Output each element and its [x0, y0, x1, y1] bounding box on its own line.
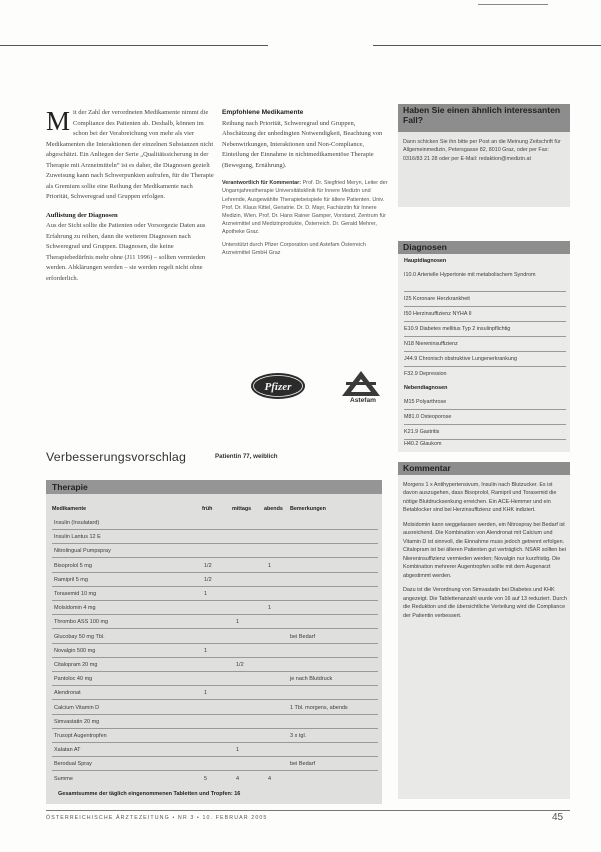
therapy-row [52, 604, 378, 614]
responsibility-note [222, 179, 390, 236]
diagnoses-box [398, 254, 570, 452]
therapy-row [52, 746, 378, 756]
therapy-row [52, 519, 378, 529]
morning-cell: 1/2 [204, 563, 212, 569]
remark-cell: bei Bedarf [290, 761, 316, 767]
noon-cell: 1/2 [236, 662, 244, 668]
therapy-row-divider [52, 586, 378, 587]
medication-cell: Torasemid 10 mg [54, 591, 97, 597]
recommended-meds-heading: Empfohlene Medikamente [222, 109, 304, 116]
therapy-row-divider [52, 657, 378, 658]
diagnosis-divider [404, 366, 566, 367]
article-column-2 [222, 108, 390, 257]
diagnosis-divider [404, 306, 566, 307]
remark-cell: 3 x tgl. [290, 733, 307, 739]
therapy-row-divider [52, 557, 378, 558]
improvement-title: Verbesserungsvorschlag [46, 450, 187, 464]
diagnosis-item: J44.9 Chronisch obstruktive Lungenerkrankung [404, 356, 517, 362]
comment-paragraph: Molsidomin kann weggelassen werden, ein Nitrospray bei Bedarf ist ausreichend. Die Kombination von Alendronat mit Calcium und Vitamin D ist sinnvoll, die Einnahme muss jedoch getrennt erfolgen. Citalopram ist bei älteren Patienten gut verträglich. NSAR sollten bei Niereninsuffizienz vermieden werden; Novalgin nur kurzfristig. Die Kombination mehrerer Augentropfen sollte mit dem Augenarzt abgestimmt werden. [403, 521, 566, 579]
diagnoses-title: Diagnosen [398, 241, 570, 254]
noon-cell: 4 [236, 776, 240, 782]
diagnosis-item: K21.9 Gastritis [404, 429, 440, 435]
therapy-row [52, 576, 378, 586]
medication-cell: Berodual Spray [54, 761, 92, 767]
comment-paragraph: Morgens 1 x Antihypertensivum, Insulin nach Blutzucker. Es ist davon auszugehen, dass Bisoprolol, Ramipril und Torasemid die nötige Blutdrucksenkung erreichen. Ein ACE-Hemmer und ein Betablocker sind bei Herzinsuffizienz und KHK indiziert. [403, 482, 557, 514]
medication-cell: Alendronat [54, 690, 81, 696]
diagnosis-divider [404, 409, 566, 410]
diagnosis-item: N18 Niereninsuffizienz [404, 341, 458, 347]
diagnoses-list-text: Aus der Sicht sollte die Patienten oder Vorsorgezie Daten aus Erfahrung zu reihen, dann die weiteren Diagnosen nach Schweregrad und Gruppen. Diagnosen, die keine Therapiebedürfnis mehr ohne (J11 1996) – sollten vermieden werden. Abklärungen werden – sie werden regelt nicht ohne erforderlich. [46, 222, 206, 282]
therapy-row-divider [52, 628, 378, 629]
therapy-row [52, 718, 378, 728]
therapy-row [52, 760, 378, 770]
medication-cell: Xalatan AT [54, 747, 81, 753]
medication-cell: Pantoloc 40 mg [54, 676, 93, 682]
col-noon: mittags [232, 506, 252, 512]
diagnosis-item: M15 Polyarthrose [404, 399, 447, 405]
therapy-row-divider [52, 756, 378, 757]
footer-journal: ÖSTERREICHISCHE ÄRZTEZEITUNG • NR 3 • 10. FEBRUAR 2005 [46, 815, 268, 821]
medication-cell: Trusopt Augentropfen [54, 733, 107, 739]
drop-cap: M [46, 106, 71, 136]
comment-paragraph: Dazu ist die Verordnung von Simvastatin bei Diabetes und KHK angezeigt. Die Tablettenanzahl wurde von 16 auf 13 reduziert. Durch die Reduktion und die übersichtliche Verteilung wird die Compliance der Patientin verbessert. [403, 587, 567, 619]
therapy-row-divider [52, 643, 378, 644]
morning-cell: 1 [204, 690, 208, 696]
evening-cell: 1 [268, 605, 272, 611]
medication-cell: Molsidomin 4 mg [54, 605, 96, 611]
comment-text [403, 481, 567, 626]
medication-cell: Summe [54, 776, 73, 782]
therapy-row-divider [52, 671, 378, 672]
case-box-text: Dann schicken Sie ihn bitte per Post an die Meinung Zeitschrift für Allgemeinmedizin, Petersgasse 82, 8010 Graz, oder per Fax: 0316/83 21 28 oder per E-Mail: redaktion@medizin.at [403, 139, 561, 162]
diagnosis-item: H40.2 Glaukom [404, 441, 442, 447]
therapy-row [52, 547, 378, 557]
therapy-row [52, 732, 378, 742]
medication-cell: Bisoprolol 5 mg [54, 563, 92, 569]
therapy-row-divider [52, 742, 378, 743]
responsibility-text: Prof. Dr. Siegfried Meryn, Leiter der Ungarnjahrestherapie Universitätsklinik für Innere Medizin und Lehrende, Ausgewählte Therapiebeispiele für ältere Patienten. Univ. Prof. Dr. Klaus Kittel, Geriatrie. Dr. D. Mayr, Fachärztin für Innere Medizin, Wien. Prof. Dr. Hans Rainer Gamper, Vorstand, Zentrum für Arzneimittel und Medizinprodukte, Österreich. Dr. Gerald Mehrer, Apotheke Graz. [222, 180, 388, 236]
remark-cell: bei Bedarf [290, 634, 316, 640]
col-remarks: Bemerkungen [290, 506, 326, 512]
diagnoses-list-heading: Auflistung der Diagnosen [46, 211, 118, 219]
therapy-row [52, 533, 378, 543]
recommended-meds-text: Reihung nach Priorität, Schweregrad und Gruppen, Abschätzung der unbedingten Notwendigkeit, Beachtung von Nebenwirkungen, Interaktionen und Non-Compliance, Einteilung der Einnahme in nichtmedikamentöse Therapie (Bewegung, Ernährung). [222, 119, 383, 169]
morning-cell: 1 [204, 591, 208, 597]
medication-cell: Simvastatin 20 mg [54, 719, 100, 725]
therapy-title: Therapie [46, 480, 382, 494]
therapy-row [52, 675, 378, 685]
noon-cell: 1 [236, 619, 240, 625]
therapy-row [52, 704, 378, 714]
morning-cell: 5 [204, 776, 208, 782]
footer-rule [46, 810, 570, 811]
medication-cell: Insulin (Insulatard) [54, 520, 100, 526]
remark-cell: je nach Blutdruck [290, 676, 333, 682]
therapy-row [52, 633, 378, 643]
medication-cell: Citalopram 20 mg [54, 662, 98, 668]
evening-cell: 4 [268, 776, 272, 782]
secondary-diagnoses-label: Nebendiagnosen [404, 385, 448, 391]
therapy-row-divider [52, 572, 378, 573]
therapy-row-divider [52, 770, 378, 771]
diagnosis-item: F32.9 Depression [404, 371, 447, 377]
article-column-1 [46, 108, 214, 284]
noon-cell: 1 [236, 747, 240, 753]
remark-cell: 1 Tbl. morgens, abends [290, 705, 348, 711]
therapy-row [52, 590, 378, 600]
col-medication: Medikamente [52, 506, 87, 512]
medication-cell: Ramipril 5 mg [54, 577, 88, 583]
diagnosis-divider [404, 321, 566, 322]
diagnosis-divider [404, 336, 566, 337]
therapy-row [52, 562, 378, 572]
diagnosis-divider [404, 351, 566, 352]
medication-cell: Calcium Vitamin D [54, 705, 100, 711]
therapy-row [52, 647, 378, 657]
medication-cell: Thrombo ASS 100 mg [54, 619, 109, 625]
case-box-title: Haben Sie einen ähnlich interessanten Fall? [398, 104, 570, 132]
therapy-row [52, 661, 378, 671]
therapy-row-divider [52, 728, 378, 729]
responsibility-label: Verantwortlich für Kommentar: [222, 180, 302, 187]
therapy-row-divider [52, 699, 378, 700]
main-diagnoses-label: Hauptdiagnosen [404, 258, 447, 264]
page-number: 45 [552, 812, 564, 823]
top-mark-rule [478, 4, 548, 5]
therapy-row-divider [52, 529, 378, 530]
header-rule-right [373, 45, 601, 46]
evening-cell: 1 [268, 563, 272, 569]
diagnosis-divider [404, 424, 566, 425]
morning-cell: 1/2 [204, 577, 212, 583]
comment-title: Kommentar [398, 462, 570, 475]
medication-cell: Glucobay 50 mg Tbl. [54, 634, 105, 640]
therapy-row-divider [52, 685, 378, 686]
therapy-row-divider [52, 614, 378, 615]
therapy-total: Gesamtsumme der täglich eingenommenen Tabletten und Tropfen: 16 [58, 791, 241, 797]
diagnosis-divider [404, 291, 566, 292]
medication-cell: Insulin Lantus 12 E [54, 534, 101, 540]
pfizer-logo [250, 372, 306, 400]
astefam-wordmark: Astefam [350, 397, 377, 404]
support-note: Unterstützt durch Pfizer Corporation und Astefam Österreich Arzneimittel GmbH Graz [222, 241, 366, 256]
diagnosis-item: I25 Koronare Herzkrankheit [404, 296, 470, 302]
diagnosis-item: I10.0 Arterielle Hypertonie mit metabolischem Syndrom [404, 272, 536, 278]
therapy-row [52, 775, 378, 785]
diagnosis-item: M81.0 Osteoporose [404, 414, 452, 420]
diagnosis-item: I50 Herzinsuffizienz NYHA II [404, 311, 472, 317]
therapy-row-divider [52, 714, 378, 715]
therapy-row-divider [52, 543, 378, 544]
medication-cell: Nitrolingual Pumpspray [54, 548, 111, 554]
therapy-row [52, 618, 378, 628]
therapy-row [52, 689, 378, 699]
morning-cell: 1 [204, 648, 208, 654]
diagnosis-item: E10.9 Diabetes mellitus Typ 2 insulinpflichtig [404, 326, 511, 332]
intro-text: it der Zahl der verordneten Medikamente nimmt die Compliance des Patienten ab. Deshalb, können im schon bei der Verabreichung von mehr als vier Medikamenten die Interaktionen der einzelnen Substanzen nicht abgeschätzt. Ein Anliegen der Serie „Qualitätssicherung in der Therapie mit Arzneimitteln“ ist es daher, die Diagnosen gezielt Zuweisung kann nach Schwerpunkten aufrufen, für die Therapie als Gremium sollte eine Reihung der Medikamente nach Priorität, Schweregrad und Gruppen erfolgen. [46, 109, 214, 201]
therapy-row-divider [52, 600, 378, 601]
patient-subtitle: Patientin 77, weiblich [215, 453, 278, 460]
medication-cell: Novalgin 500 mg [54, 648, 96, 654]
col-evening: abends [264, 506, 283, 512]
col-morning: früh [202, 506, 213, 512]
header-rule-left [0, 45, 268, 46]
pfizer-wordmark: Pfizer [264, 381, 292, 393]
